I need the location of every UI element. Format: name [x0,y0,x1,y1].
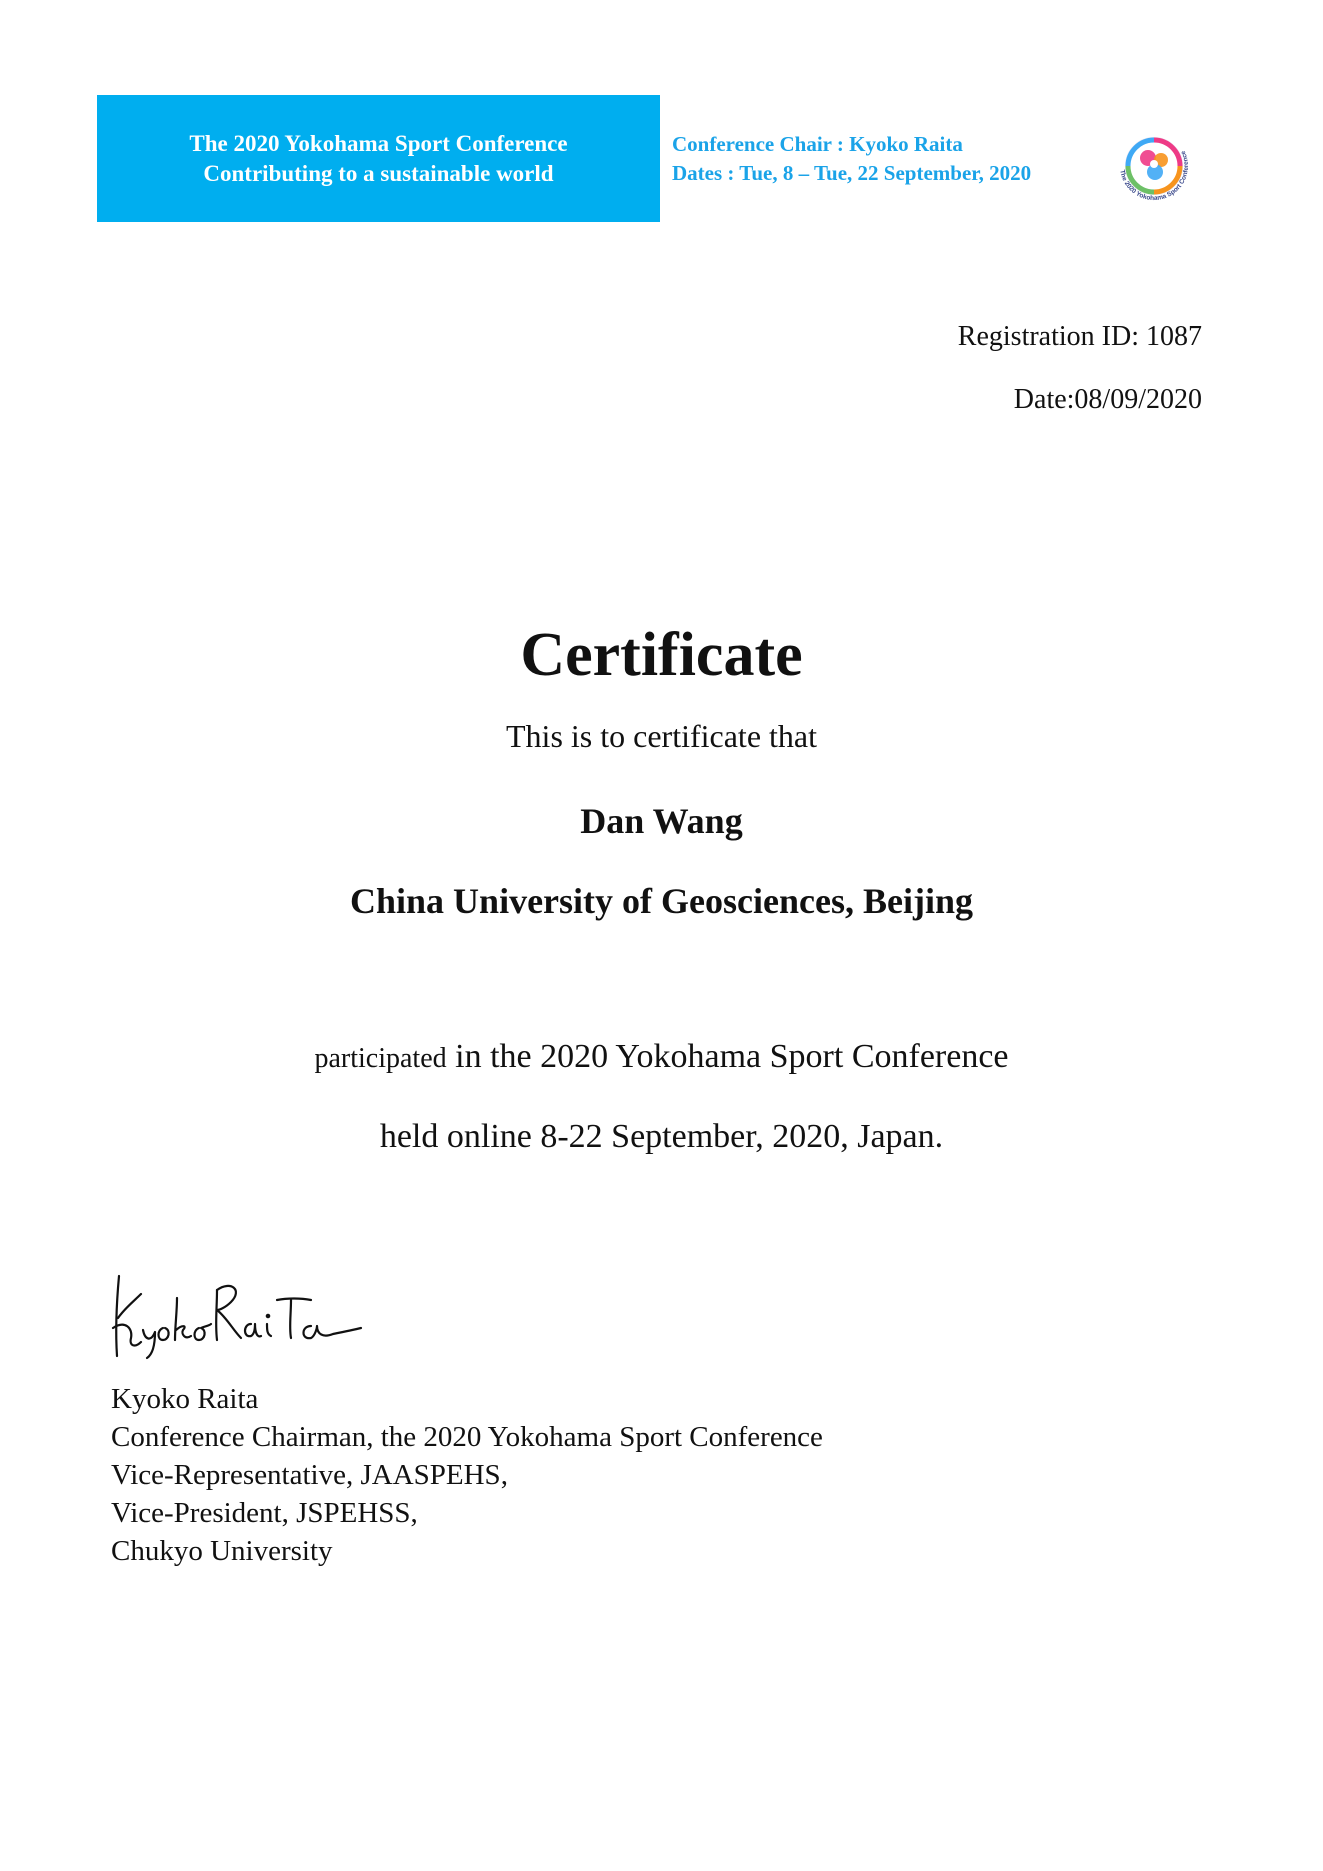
signatory-block [111,1380,823,1570]
registration-id: Registration ID: 1087 [957,321,1202,352]
signatory-name: Kyoko Raita [111,1383,259,1415]
conference-banner [97,95,660,222]
banner-title: The 2020 Yokohama Sport Conference [189,130,568,156]
certificate-intro: This is to certificate that [506,718,817,754]
certificate-title: Certificate [520,621,803,689]
signature [105,1268,375,1363]
signatory-role-chairman: Conference Chairman, the 2020 Yokohama Sport Conference [111,1421,823,1453]
participation-rest: in the 2020 Yokohama Sport Conference [446,1038,1009,1075]
banner-subtitle: Contributing to a sustainable world [203,160,554,186]
conference-logo [1112,124,1196,208]
signatory-role-jaaspehs: Vice-Representative, JAASPEHS, [111,1459,508,1491]
signatory-institution: Chukyo University [111,1535,333,1567]
signatory-role-jspehss: Vice-President, JSPEHSS, [111,1497,418,1529]
logo-ring-text: The 2020 Yokohama Sport Conference [1118,149,1191,203]
conference-dates: Dates : Tue, 8 – Tue, 22 September, 2020 [672,161,1032,185]
recipient-name: Dan Wang [580,801,743,841]
event-held-line: held online 8-22 September, 2020, Japan. [379,1118,944,1155]
participation-line [0,1038,1323,1076]
participated-word: participated [314,1043,447,1074]
conference-info [672,130,1031,188]
certificate-date: Date:08/09/2020 [1013,384,1202,415]
conference-chair: Conference Chair : Kyoko Raita [672,132,963,156]
recipient-affiliation: China University of Geosciences, Beijing [350,881,973,921]
